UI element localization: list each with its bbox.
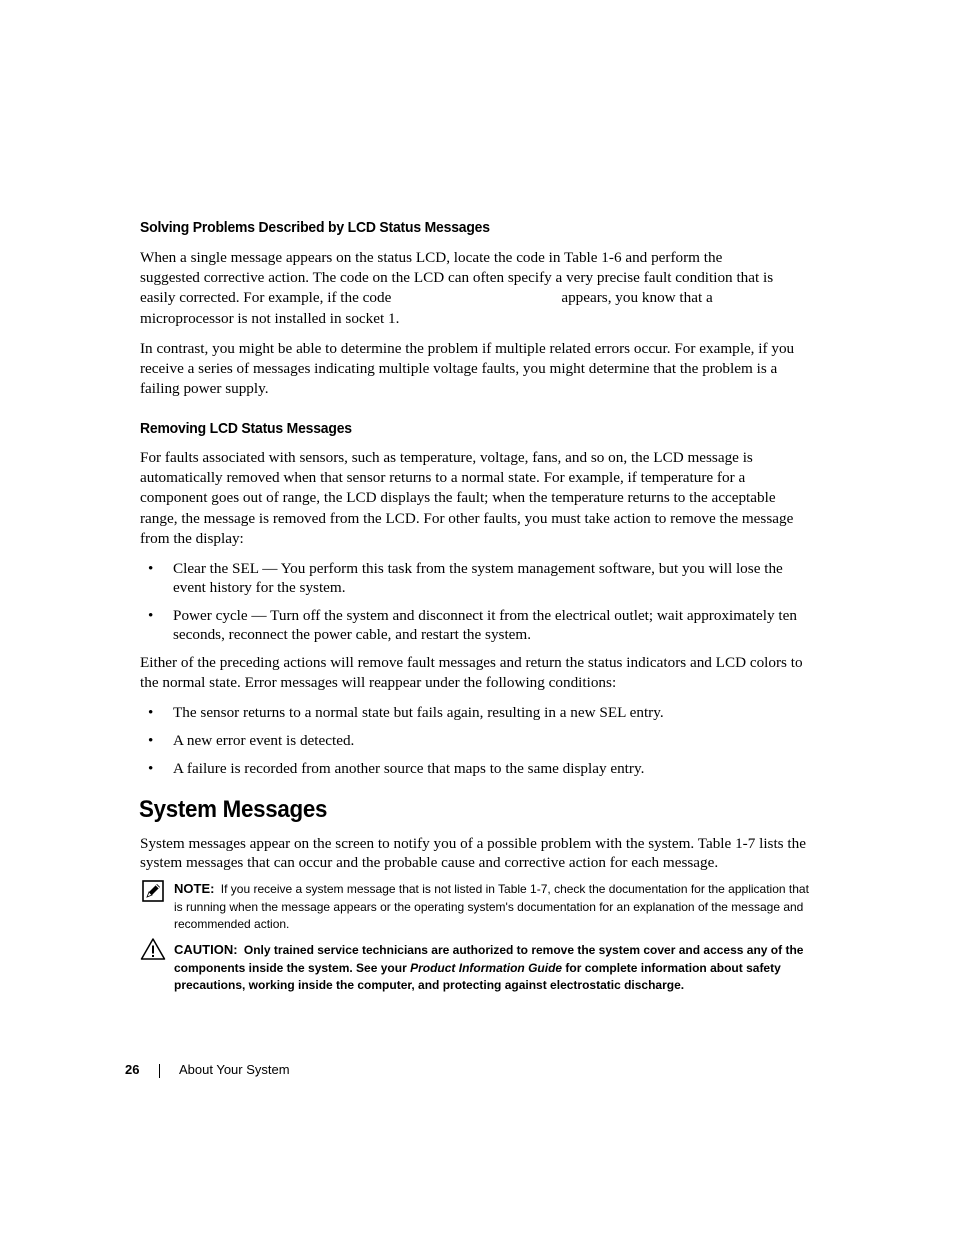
bullet-text: Clear the SEL — You perform this task from the system management software, but you will lose the event history for the system. (173, 560, 783, 596)
heading-removing-lcd: Removing LCD Status Messages (140, 420, 352, 437)
note-pencil-icon (142, 880, 164, 907)
caution-block (174, 941, 819, 995)
removing-paragraph-1 (140, 448, 812, 549)
caution-text-before: Only trained service technicians are authorized to remove the system cover and access any of the components inside the system. See your (174, 943, 804, 975)
solving-p1-line3-b: appears, you know that a (561, 289, 713, 307)
note-text: If you receive a system message that is not listed in Table 1-7, check the documentation for the application that is running when the message appears or the operating system's documentation for an explanation of the message and recommended action. (174, 882, 809, 931)
solving-p1-line2: suggested corrective action. The code on the LCD can often specify a very precise fault condition that is (140, 269, 774, 287)
note-label: NOTE: (174, 881, 215, 896)
solving-p1-line1: When a single message appears on the status LCD, locate the code in Table 1-6 and perform the (140, 249, 723, 266)
note-block (174, 880, 819, 934)
bullet-text: The sensor returns to a normal state but fails again, resulting in a new SEL entry. (173, 704, 664, 721)
bullet-text: Power cycle — Turn off the system and disconnect it from the electrical outlet; wait approximately ten seconds, reconnect the power cable, and restart the system. (173, 607, 797, 643)
footer-section-title: About Your System (179, 1062, 290, 1077)
removing-p2-text: Either of the preceding actions will remove fault messages and return the status indicators and LCD colors to the normal state. Error messages will reappear under the following conditions: (140, 654, 803, 692)
caution-label: CAUTION: (174, 942, 238, 957)
bullet-dot: • (148, 704, 154, 721)
bullet-dot: • (148, 607, 154, 624)
solving-p2-text: In contrast, you might be able to determine the problem if multiple related errors occur. For example, if you receive a series of messages indicating multiple voltage faults, you might determine that the problem is a failing power supply. (140, 340, 795, 398)
system-p1-text: System messages appear on the screen to notify you of a possible problem with the system. Table 1-7 lists the system messages that can occur and the probable cause and corrective action for each message. (140, 835, 806, 871)
heading-system-messages: System Messages (139, 796, 328, 823)
removing-p1-text: For faults associated with sensors, such as temperature, voltage, fans, and so on, the LCD message is automatically removed when that sensor returns to a normal state. For example, if temperature for a component goes out of range, the LCD displays the fault; when the temperature returns to the acceptable range, the message is removed from the LCD. For other faults, you must take action to remove the message from the display: (140, 449, 794, 547)
bullet-dot: • (148, 560, 154, 577)
system-paragraph-1 (140, 834, 812, 872)
solving-p1-line4: microprocessor is not installed in socket 1. (140, 309, 400, 327)
bullet-text: A failure is recorded from another source that maps to the same display entry. (173, 760, 645, 777)
bullet-text: A new error event is detected. (173, 732, 355, 749)
page-number: 26 (125, 1062, 140, 1077)
caution-text-after: for complete information about safety precautions, working inside the computer, and protecting against electrostatic discharge. (174, 960, 781, 992)
bullet-dot: • (148, 732, 154, 749)
solving-paragraph-2 (140, 339, 812, 400)
bullet-dot: • (148, 760, 154, 777)
solving-p1-line3-a: easily corrected. For example, if the code (140, 289, 392, 307)
solving-p1-line3 (140, 288, 812, 308)
heading-solving-problems: Solving Problems Described by LCD Status Messages (140, 219, 490, 236)
removing-paragraph-2 (140, 653, 812, 693)
caution-guide-title: Product Information Guide (410, 960, 563, 975)
solving-paragraph-1 (140, 248, 812, 329)
caution-triangle-icon (140, 937, 166, 966)
footer-divider (159, 1064, 160, 1078)
